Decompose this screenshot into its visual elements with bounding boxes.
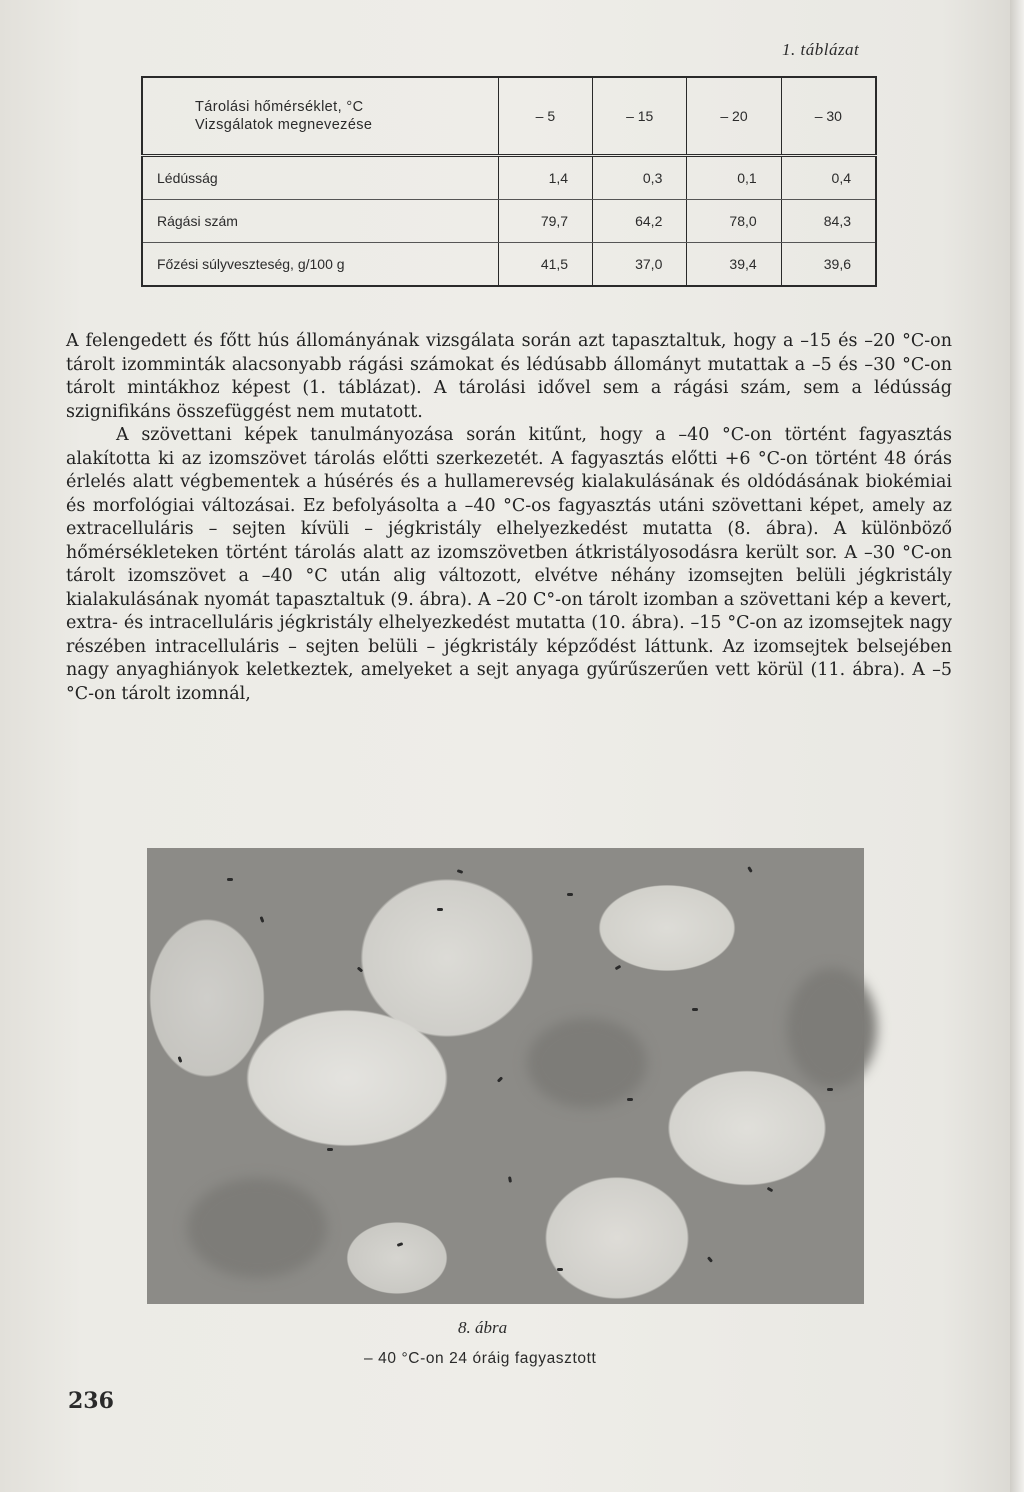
tissue-shade bbox=[787, 968, 877, 1088]
table-row bbox=[142, 243, 876, 287]
tissue-shade bbox=[187, 1178, 327, 1278]
figure-number: 8. ábra bbox=[458, 1318, 508, 1337]
table-cell: 39,4 bbox=[687, 243, 781, 287]
page-number: 236 bbox=[68, 1388, 114, 1414]
nucleus-speck bbox=[497, 1076, 503, 1082]
body-paragraph: A szövettani képek tanulmányozása során kitűnt, hogy a –40 °C-on történt fagyasztás alakította ki az izomszövet tárolás előtti szerkezetét. A fagyasztás előtti +6 °C-on történt 48 órás érlelés alatt végbementek a húsérés és a hullamerevség kialakulásának és oldódásának biokémiai és morfológiai változásai. Ez befolyásolta a –40 °C-os fagyasztás utáni szövettani képet, amely az extracelluláris – sejten kívüli – jégkristály elhelyezkedést mutatta (8. ábra). A különböző hőmérsékleteken történt tárolás alatt az izomszövetben átkristályosodásra került sor. A –30 °C-on tárolt izomszövet a –40 °C után alig változott, elvétve néhány izomsejten belüli jégkristály kialakulásának nyomát tapasztaltuk (9. ábra). A –20 C°-on tárolt izomban a szövettani kép a kevert, extra- és intracelluláris jégkristály elhelyezkedést mutatta (10. ábra). –15 °C-on az izomsejtek nagy részében intracelluláris – sejten belüli – jégkristály képződést láttunk. Az izomsejtek belsejében nagy anyaghiányok keletkeztek, amelyeket a sejt anyaga gyűrűszerűen vett körül (11. ábra). A –5 °C-on tárolt izomnál, bbox=[66, 425, 952, 704]
table-cell: 37,0 bbox=[593, 243, 687, 287]
table-cell: 39,6 bbox=[781, 243, 876, 287]
nucleus-speck bbox=[615, 965, 622, 971]
nucleus-speck bbox=[508, 1176, 512, 1182]
nucleus-speck bbox=[357, 966, 364, 972]
table-cell: 64,2 bbox=[593, 200, 687, 243]
header-temp-cell: – 20 bbox=[687, 77, 781, 156]
body-text bbox=[66, 330, 952, 706]
nucleus-speck bbox=[747, 866, 753, 873]
table-cell: 0,3 bbox=[593, 156, 687, 200]
header-temp-cell: – 5 bbox=[498, 77, 592, 156]
row-label: Lédússág bbox=[142, 156, 498, 200]
nucleus-speck bbox=[767, 1187, 774, 1193]
table-row bbox=[142, 156, 876, 200]
nucleus-speck bbox=[557, 1268, 563, 1271]
body-paragraph: A felengedett és főtt hús állományának vizsgálata során azt tapasztaltuk, hogy a –15 és –20 °C-on tárolt izomminták alacsonyabb rágási számokat és lédúsabb állományt mutattak a –5 és –30 °C-on tárolt mintákhoz képest (1. táblázat). A tárolási idővel sem a rágási szám, sem a lédússág szignifikáns összefüggést nem mutatott. bbox=[66, 331, 952, 422]
nucleus-speck bbox=[260, 916, 265, 923]
table-cell: 0,1 bbox=[687, 156, 781, 200]
tissue-shade bbox=[527, 1018, 647, 1108]
page-edge bbox=[1010, 0, 1024, 1492]
nucleus-speck bbox=[397, 1242, 404, 1247]
header-temp-cell: – 30 bbox=[781, 77, 876, 156]
table-label: 1. táblázat bbox=[782, 40, 860, 59]
table-cell: 41,5 bbox=[498, 243, 592, 287]
micrograph-image bbox=[147, 848, 864, 1304]
figure-caption: – 40 °C-on 24 óráig fagyasztott bbox=[364, 1350, 597, 1367]
table-cell: 0,4 bbox=[781, 156, 876, 200]
nucleus-speck bbox=[692, 1008, 698, 1011]
nucleus-speck bbox=[827, 1088, 833, 1091]
header-line-temperature: Tárolási hőmérséklet, °C bbox=[195, 99, 364, 115]
table-cell: 78,0 bbox=[687, 200, 781, 243]
nucleus-speck bbox=[457, 869, 464, 874]
table-header-row bbox=[142, 77, 876, 156]
nucleus-speck bbox=[437, 908, 443, 911]
data-table bbox=[141, 76, 877, 287]
header-line-tests: Vizsgálatok megnevezése bbox=[195, 117, 373, 133]
table-row bbox=[142, 200, 876, 243]
nucleus-speck bbox=[627, 1098, 633, 1101]
row-label: Főzési súlyveszteség, g/100 g bbox=[157, 256, 345, 272]
nucleus-speck bbox=[227, 878, 233, 881]
table-cell: 1,4 bbox=[498, 156, 592, 200]
nucleus-speck bbox=[178, 1056, 183, 1063]
nucleus-speck bbox=[567, 893, 573, 896]
table-header-label bbox=[142, 77, 498, 156]
nucleus-speck bbox=[707, 1256, 713, 1263]
table-cell: 79,7 bbox=[498, 200, 592, 243]
header-temp-cell: – 15 bbox=[593, 77, 687, 156]
nucleus-speck bbox=[327, 1148, 333, 1151]
row-label: Rágási szám bbox=[142, 200, 498, 243]
table-cell: 84,3 bbox=[781, 200, 876, 243]
